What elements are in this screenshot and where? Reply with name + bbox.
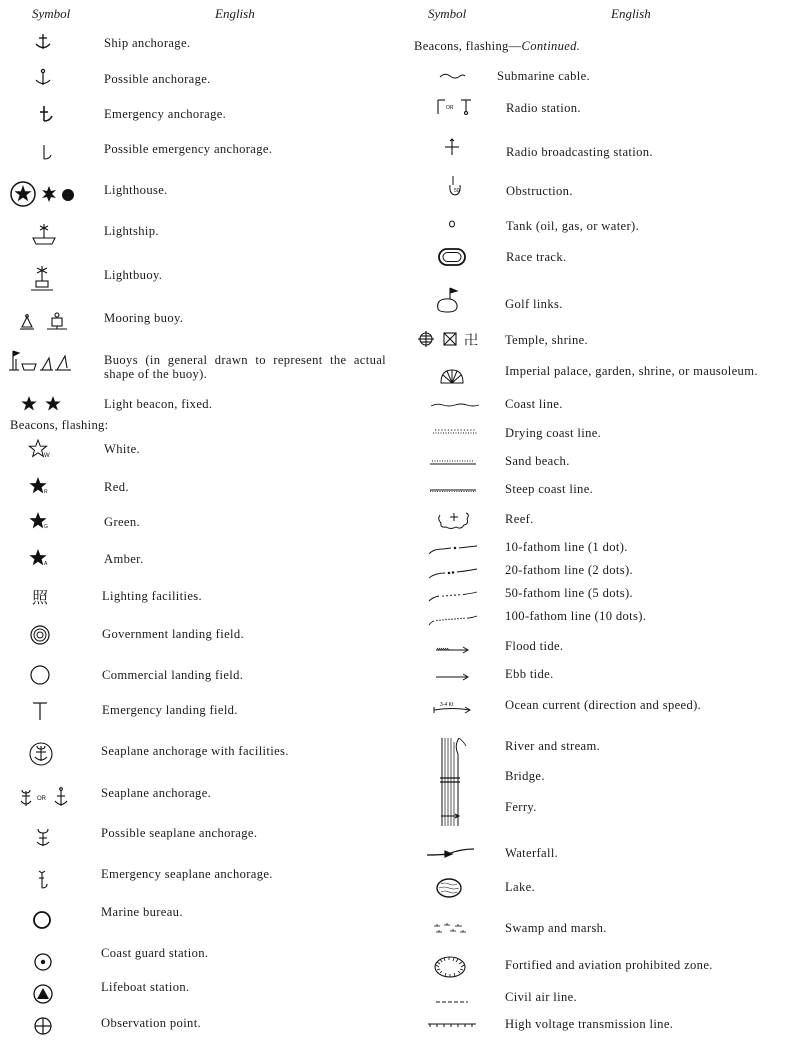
entry-label: Coast guard station. <box>101 946 209 960</box>
svg-text:R: R <box>44 489 48 495</box>
entry-label: Coast line. <box>505 397 563 411</box>
entry-label: River and stream. <box>505 739 601 753</box>
beacons-continued-heading: Beacons, flashing—Continued. <box>414 39 581 53</box>
entry-label: Amber. <box>104 552 144 566</box>
entry-label: Ship anchorage. <box>104 36 191 50</box>
svg-text:OR: OR <box>37 796 46 802</box>
svg-text:照: 照 <box>31 588 49 607</box>
entry-label: 20-fathom line (2 dots). <box>505 563 634 577</box>
entry-label: Temple, shrine. <box>505 333 589 347</box>
entry-label: Waterfall. <box>505 846 559 860</box>
entry-label: Seaplane anchorage. <box>101 786 212 800</box>
entry-label: Flood tide. <box>505 639 564 653</box>
entry-label: Lighting facilities. <box>102 589 203 603</box>
entry-label: Lightbuoy. <box>104 268 163 282</box>
entry-label: White. <box>104 442 141 456</box>
entry-label: Marine bureau. <box>101 905 183 919</box>
entry-label: Mooring buoy. <box>104 311 184 325</box>
entry-label: Submarine cable. <box>497 69 591 83</box>
entry-label: Possible anchorage. <box>104 72 211 86</box>
entry-label: Bridge. <box>505 769 545 783</box>
entry-label: Ebb tide. <box>505 667 554 681</box>
entry-label: Possible seaplane anchorage. <box>101 826 258 840</box>
left-symbol-header: Symbol <box>32 6 71 21</box>
entry-label: Red. <box>104 480 129 494</box>
entry-label: Light beacon, fixed. <box>104 397 213 411</box>
entry-label: 50-fathom line (5 dots). <box>505 586 634 600</box>
entry-label: Emergency anchorage. <box>104 107 227 121</box>
svg-text:G: G <box>44 524 48 530</box>
entry-label: Seaplane anchorage with facilities. <box>101 744 289 758</box>
entry-label: Lifeboat station. <box>101 980 190 994</box>
entry-label: High voltage transmission line. <box>505 1017 674 1031</box>
entry-label: Civil air line. <box>505 990 578 1004</box>
entry-label: Lightship. <box>104 224 159 238</box>
entry-label: Possible emergency anchorage. <box>104 142 273 156</box>
entry-label: Drying coast line. <box>505 426 602 440</box>
entry-label: Emergency seaplane anchorage. <box>101 867 273 881</box>
entry-label: Race track. <box>506 250 567 264</box>
entry-label: Government landing field. <box>102 627 244 641</box>
entry-label: Green. <box>104 515 141 529</box>
entry-label: Ocean current (direction and speed). <box>505 698 702 712</box>
entry-label: 10-fathom line (1 dot). <box>505 540 628 554</box>
svg-text:50: 50 <box>454 188 460 194</box>
entry-label: Imperial palace, garden, shrine, or mausoleum. <box>505 364 758 378</box>
entry-label: Obstruction. <box>506 184 573 198</box>
svg-text:W: W <box>44 453 50 459</box>
entry-label: Emergency landing field. <box>102 703 238 717</box>
entry-label: 100-fathom line (10 dots). <box>505 609 647 623</box>
entry-label: Ferry. <box>505 800 537 814</box>
svg-text:A: A <box>44 561 48 567</box>
entry-label: Sand beach. <box>505 454 570 468</box>
entry-label: Commercial landing field. <box>102 668 244 682</box>
right-english-header: English <box>611 6 651 21</box>
beacons-flashing-heading: Beacons, flashing: <box>10 418 109 432</box>
entry-label: Radio broadcasting station. <box>506 145 653 159</box>
entry-label: Lighthouse. <box>104 183 168 197</box>
right-symbol-header: Symbol <box>428 6 467 21</box>
entry-label: Steep coast line. <box>505 482 594 496</box>
svg-text:卍: 卍 <box>464 333 478 349</box>
entry-label: Golf links. <box>505 297 563 311</box>
entry-label: Reef. <box>505 512 534 526</box>
svg-text:OR: OR <box>446 105 454 111</box>
entry-label: Fortified and aviation prohibited zone. <box>505 958 713 972</box>
entry-label: Radio station. <box>506 101 581 115</box>
entry-label: Lake. <box>505 880 536 894</box>
left-english-header: English <box>215 6 255 21</box>
entry-label: Swamp and marsh. <box>505 921 607 935</box>
svg-text:3-4 Kt: 3-4 Kt <box>440 702 454 708</box>
entry-label: Observation point. <box>101 1016 202 1030</box>
entry-label: Buoys (in general drawn to represent the actual shape of the buoy). <box>104 353 386 381</box>
entry-label: Tank (oil, gas, or water). <box>506 219 640 233</box>
